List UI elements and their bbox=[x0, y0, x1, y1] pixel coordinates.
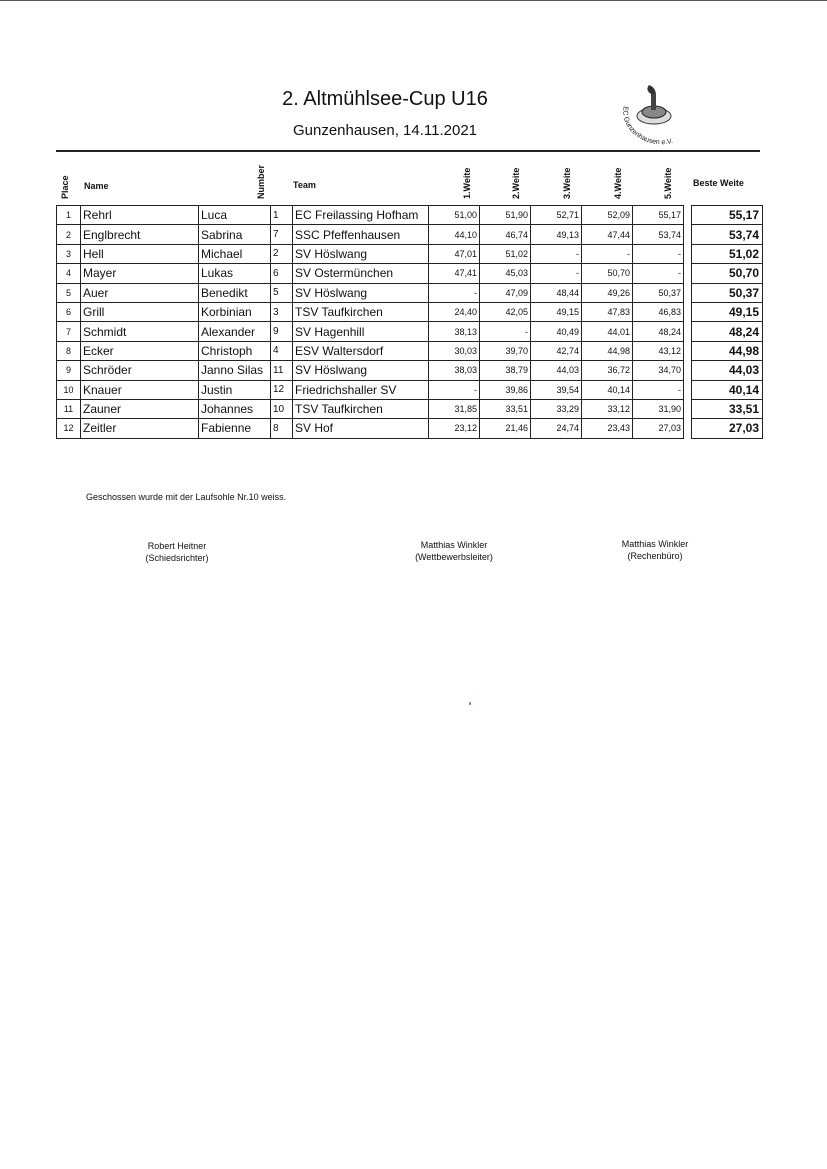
last-name-cell: Knauer bbox=[81, 380, 199, 399]
place-cell: 1 bbox=[57, 206, 81, 225]
weite-5-cell: - bbox=[633, 244, 684, 263]
place-cell: 6 bbox=[57, 302, 81, 321]
header-weite-3: 3.Weite bbox=[562, 167, 572, 199]
weite-2-cell: 21,46 bbox=[480, 419, 531, 438]
team-cell: SSC Pfeffenhausen bbox=[293, 225, 429, 244]
weite-5-cell: 50,37 bbox=[633, 283, 684, 302]
first-name-cell: Michael bbox=[199, 244, 271, 263]
table-row bbox=[57, 322, 684, 341]
footnote: Geschossen wurde mit der Laufsohle Nr.10 weiss. bbox=[86, 492, 287, 502]
header-weite-1: 1.Weite bbox=[462, 167, 472, 199]
team-cell: EC Freilassing Hofham bbox=[293, 206, 429, 225]
first-name-cell: Christoph bbox=[199, 341, 271, 360]
weite-2-cell: 45,03 bbox=[480, 264, 531, 283]
weite-5-cell: 55,17 bbox=[633, 206, 684, 225]
best-distance-cell: 53,74 bbox=[692, 225, 763, 244]
place-cell: 2 bbox=[57, 225, 81, 244]
weite-2-cell: 51,02 bbox=[480, 244, 531, 263]
signature-name: Robert Heitner bbox=[147, 541, 207, 551]
best-row bbox=[692, 361, 763, 380]
weite-1-cell: - bbox=[429, 283, 480, 302]
last-name-cell: Rehrl bbox=[81, 206, 199, 225]
best-row bbox=[692, 419, 763, 438]
weite-4-cell: 44,98 bbox=[582, 341, 633, 360]
weite-2-cell: 51,90 bbox=[480, 206, 531, 225]
team-cell: SV Höslwang bbox=[293, 244, 429, 263]
start-number-cell: 8 bbox=[271, 419, 293, 438]
header-best: Beste Weite bbox=[693, 178, 744, 188]
weite-1-cell: 24,40 bbox=[429, 302, 480, 321]
weite-1-cell: 30,03 bbox=[429, 341, 480, 360]
first-name-cell: Korbinian bbox=[199, 302, 271, 321]
weite-1-cell: - bbox=[429, 380, 480, 399]
best-distance-cell: 55,17 bbox=[692, 206, 763, 225]
best-row bbox=[692, 399, 763, 418]
signature-role: (Schiedsrichter) bbox=[145, 553, 209, 563]
weite-2-cell: 42,05 bbox=[480, 302, 531, 321]
weite-3-cell: 24,74 bbox=[531, 419, 582, 438]
first-name-cell: Fabienne bbox=[199, 419, 271, 438]
table-row bbox=[57, 283, 684, 302]
weite-3-cell: 49,15 bbox=[531, 302, 582, 321]
table-row bbox=[57, 399, 684, 418]
first-name-cell: Lukas bbox=[199, 264, 271, 283]
best-distance-table bbox=[691, 205, 763, 439]
team-cell: Friedrichshaller SV bbox=[293, 380, 429, 399]
place-cell: 12 bbox=[57, 419, 81, 438]
weite-5-cell: 48,24 bbox=[633, 322, 684, 341]
best-distance-cell: 27,03 bbox=[692, 419, 763, 438]
header-weite-5: 5.Weite bbox=[663, 167, 673, 199]
weite-3-cell: 39,54 bbox=[531, 380, 582, 399]
weite-2-cell: - bbox=[480, 322, 531, 341]
first-name-cell: Janno Silas bbox=[199, 361, 271, 380]
best-row bbox=[692, 283, 763, 302]
weite-1-cell: 47,01 bbox=[429, 244, 480, 263]
team-cell: SV Hof bbox=[293, 419, 429, 438]
start-number-cell: 10 bbox=[271, 399, 293, 418]
header-rule bbox=[56, 150, 760, 152]
last-name-cell: Zeitler bbox=[81, 419, 199, 438]
weite-2-cell: 47,09 bbox=[480, 283, 531, 302]
first-name-cell: Benedikt bbox=[199, 283, 271, 302]
logo-text: EC Gunzenhausen e.V. bbox=[621, 105, 674, 147]
team-cell: SV Höslwang bbox=[293, 361, 429, 380]
weite-2-cell: 33,51 bbox=[480, 399, 531, 418]
weite-5-cell: 31,90 bbox=[633, 399, 684, 418]
signature-name: Matthias Winkler bbox=[621, 539, 689, 549]
last-name-cell: Hell bbox=[81, 244, 199, 263]
weite-4-cell: 33,12 bbox=[582, 399, 633, 418]
weite-3-cell: 40,49 bbox=[531, 322, 582, 341]
start-number-cell: 3 bbox=[271, 302, 293, 321]
table-row bbox=[57, 419, 684, 438]
weite-5-cell: 53,74 bbox=[633, 225, 684, 244]
start-number-cell: 9 bbox=[271, 322, 293, 341]
weite-4-cell: 47,44 bbox=[582, 225, 633, 244]
weite-4-cell: - bbox=[582, 244, 633, 263]
signature-role: (Wettbewerbsleiter) bbox=[415, 552, 493, 562]
weite-3-cell: 52,71 bbox=[531, 206, 582, 225]
first-name-cell: Sabrina bbox=[199, 225, 271, 244]
weite-2-cell: 38,79 bbox=[480, 361, 531, 380]
start-number-cell: 11 bbox=[271, 361, 293, 380]
table-row bbox=[57, 361, 684, 380]
best-row bbox=[692, 302, 763, 321]
weite-3-cell: 42,74 bbox=[531, 341, 582, 360]
team-cell: SV Ostermünchen bbox=[293, 264, 429, 283]
start-number-cell: 2 bbox=[271, 244, 293, 263]
weite-1-cell: 44,10 bbox=[429, 225, 480, 244]
last-name-cell: Schmidt bbox=[81, 322, 199, 341]
weite-1-cell: 38,03 bbox=[429, 361, 480, 380]
last-name-cell: Englbrecht bbox=[81, 225, 199, 244]
weite-5-cell: 27,03 bbox=[633, 419, 684, 438]
table-row bbox=[57, 264, 684, 283]
weite-5-cell: 43,12 bbox=[633, 341, 684, 360]
weite-3-cell: 48,44 bbox=[531, 283, 582, 302]
place-cell: 11 bbox=[57, 399, 81, 418]
weite-3-cell: - bbox=[531, 244, 582, 263]
best-row bbox=[692, 322, 763, 341]
first-name-cell: Johannes bbox=[199, 399, 271, 418]
club-logo bbox=[614, 84, 704, 148]
team-cell: TSV Taufkirchen bbox=[293, 302, 429, 321]
best-row bbox=[692, 264, 763, 283]
last-name-cell: Mayer bbox=[81, 264, 199, 283]
weite-5-cell: 46,83 bbox=[633, 302, 684, 321]
weite-4-cell: 52,09 bbox=[582, 206, 633, 225]
header-team: Team bbox=[293, 180, 316, 190]
header-number: Number bbox=[256, 164, 266, 199]
page-title: 2. Altmühlsee-Cup U16 bbox=[282, 88, 488, 110]
table-row bbox=[57, 302, 684, 321]
header-place: Place bbox=[60, 175, 70, 199]
page-subtitle: Gunzenhausen, 14.11.2021 bbox=[292, 122, 478, 139]
weite-4-cell: 36,72 bbox=[582, 361, 633, 380]
weite-4-cell: 49,26 bbox=[582, 283, 633, 302]
best-row bbox=[692, 341, 763, 360]
start-number-cell: 5 bbox=[271, 283, 293, 302]
weite-5-cell: - bbox=[633, 380, 684, 399]
first-name-cell: Justin bbox=[199, 380, 271, 399]
results-table bbox=[56, 205, 684, 439]
start-number-cell: 1 bbox=[271, 206, 293, 225]
weite-4-cell: 50,70 bbox=[582, 264, 633, 283]
best-distance-cell: 51,02 bbox=[692, 244, 763, 263]
weite-2-cell: 39,70 bbox=[480, 341, 531, 360]
first-name-cell: Luca bbox=[199, 206, 271, 225]
table-row bbox=[57, 341, 684, 360]
last-name-cell: Grill bbox=[81, 302, 199, 321]
weite-1-cell: 23,12 bbox=[429, 419, 480, 438]
place-cell: 7 bbox=[57, 322, 81, 341]
header-name: Name bbox=[84, 181, 109, 191]
place-cell: 5 bbox=[57, 283, 81, 302]
signature-competition-lead bbox=[374, 539, 534, 563]
table-row bbox=[57, 225, 684, 244]
best-distance-cell: 50,37 bbox=[692, 283, 763, 302]
best-row bbox=[692, 225, 763, 244]
last-name-cell: Ecker bbox=[81, 341, 199, 360]
weite-1-cell: 47,41 bbox=[429, 264, 480, 283]
best-distance-cell: 49,15 bbox=[692, 302, 763, 321]
weite-4-cell: 40,14 bbox=[582, 380, 633, 399]
place-cell: 9 bbox=[57, 361, 81, 380]
start-number-cell: 4 bbox=[271, 341, 293, 360]
team-cell: ESV Waltersdorf bbox=[293, 341, 429, 360]
table-row bbox=[57, 244, 684, 263]
weite-1-cell: 51,00 bbox=[429, 206, 480, 225]
weite-4-cell: 23,43 bbox=[582, 419, 633, 438]
team-cell: SV Höslwang bbox=[293, 283, 429, 302]
start-number-cell: 7 bbox=[271, 225, 293, 244]
best-row bbox=[692, 244, 763, 263]
place-cell: 8 bbox=[57, 341, 81, 360]
last-name-cell: Schröder bbox=[81, 361, 199, 380]
weite-2-cell: 46,74 bbox=[480, 225, 531, 244]
place-cell: 10 bbox=[57, 380, 81, 399]
best-distance-cell: 33,51 bbox=[692, 399, 763, 418]
weite-1-cell: 38,13 bbox=[429, 322, 480, 341]
weite-3-cell: - bbox=[531, 264, 582, 283]
last-name-cell: Auer bbox=[81, 283, 199, 302]
scan-speck bbox=[469, 702, 471, 705]
best-distance-cell: 44,03 bbox=[692, 361, 763, 380]
place-cell: 4 bbox=[57, 264, 81, 283]
best-distance-cell: 50,70 bbox=[692, 264, 763, 283]
best-row bbox=[692, 380, 763, 399]
signature-referee bbox=[97, 540, 257, 564]
weite-2-cell: 39,86 bbox=[480, 380, 531, 399]
best-distance-cell: 44,98 bbox=[692, 341, 763, 360]
scan-edge bbox=[0, 0, 827, 5]
signature-name: Matthias Winkler bbox=[420, 540, 488, 550]
best-distance-cell: 40,14 bbox=[692, 380, 763, 399]
weite-4-cell: 47,83 bbox=[582, 302, 633, 321]
header-weite-4: 4.Weite bbox=[613, 167, 623, 199]
weite-3-cell: 49,13 bbox=[531, 225, 582, 244]
last-name-cell: Zauner bbox=[81, 399, 199, 418]
best-row bbox=[692, 206, 763, 225]
start-number-cell: 12 bbox=[271, 380, 293, 399]
header-weite-2: 2.Weite bbox=[511, 167, 521, 199]
signature-computing-office bbox=[575, 538, 735, 562]
signature-role: (Rechenbüro) bbox=[627, 551, 683, 561]
weite-5-cell: 34,70 bbox=[633, 361, 684, 380]
weite-4-cell: 44,01 bbox=[582, 322, 633, 341]
weite-3-cell: 33,29 bbox=[531, 399, 582, 418]
start-number-cell: 6 bbox=[271, 264, 293, 283]
table-row bbox=[57, 380, 684, 399]
team-cell: SV Hagenhill bbox=[293, 322, 429, 341]
weite-3-cell: 44,03 bbox=[531, 361, 582, 380]
place-cell: 3 bbox=[57, 244, 81, 263]
table-row bbox=[57, 206, 684, 225]
first-name-cell: Alexander bbox=[199, 322, 271, 341]
weite-1-cell: 31,85 bbox=[429, 399, 480, 418]
weite-5-cell: - bbox=[633, 264, 684, 283]
team-cell: TSV Taufkirchen bbox=[293, 399, 429, 418]
best-distance-cell: 48,24 bbox=[692, 322, 763, 341]
